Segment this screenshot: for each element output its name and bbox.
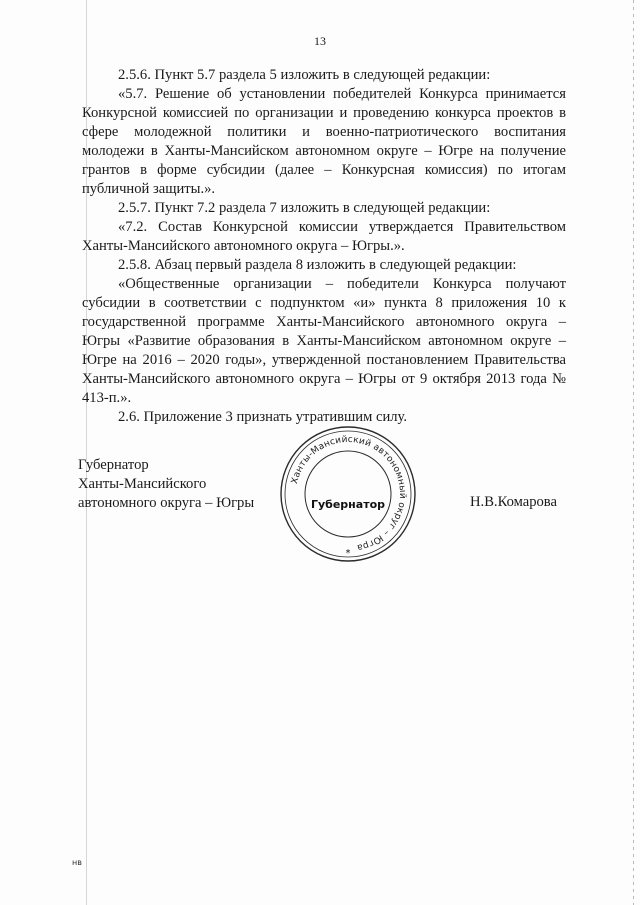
official-seal [278, 424, 418, 564]
paragraph-2-6: 2.6. Приложение 3 признать утратившим силу. [118, 409, 408, 425]
paragraph-section-8-text: «Общественные организации – победители Конкурса получают субсидии в соответствии с подпунктом «и» пункта 8 приложения 10 к государственной программе Ханты-Мансийского автономного округа – Югры «Развитие образования в Ханты-Мансийском автономном округе – Югре на 2016 – 2020 годы», утвержденной постановлением Правительства Ханты-Мансийского автономного округа – Югры от 9 октября 2013 года № 413-п.». [82, 276, 566, 406]
signature-title [78, 456, 254, 513]
signature-title-line: автономного округа – Югры [78, 495, 255, 511]
paragraph-2-5-8: 2.5.8. Абзац первый раздела 8 изложить в следующей редакции: [118, 257, 517, 273]
scan-edge [633, 0, 634, 905]
footer-mark: нв [72, 858, 82, 867]
paragraph-5-7-text: «5.7. Решение об установлении победителей Конкурса принимается Конкурсной комиссией по организации и проведению конкурса проектов в сфере молодежной политики и военно-патриотического воспитания молодежи в Ханты-Мансийском автономном округе – Югре на получение грантов в форме субсидии (далее – Конкурсная комиссия) по итогам публичной защиты.». [82, 86, 566, 197]
signature-title-line: Ханты-Мансийского [78, 476, 207, 492]
svg-text:Ханты-Мансийский автономный ок [290, 435, 407, 552]
signature-title-line: Губернатор [78, 457, 149, 473]
seal-center-text: Губернатор [310, 498, 386, 511]
page-number: 13 [314, 34, 326, 48]
seal-ring-text: Ханты-Мансийский автономный округ – Югра [290, 434, 408, 553]
seal-star: * [345, 548, 351, 559]
paragraph-2-5-6: 2.5.6. Пункт 5.7 раздела 5 изложить в следующей редакции: [118, 67, 491, 83]
signer-name: Н.В.Комарова [470, 494, 557, 510]
paragraph-2-5-7: 2.5.7. Пункт 7.2 раздела 7 изложить в следующей редакции: [118, 200, 491, 216]
paragraph-7-2-text: «7.2. Состав Конкурсной комиссии утверждается Правительством Ханты-Мансийского автономного округа – Югры.». [82, 219, 566, 254]
document-body [82, 66, 566, 427]
